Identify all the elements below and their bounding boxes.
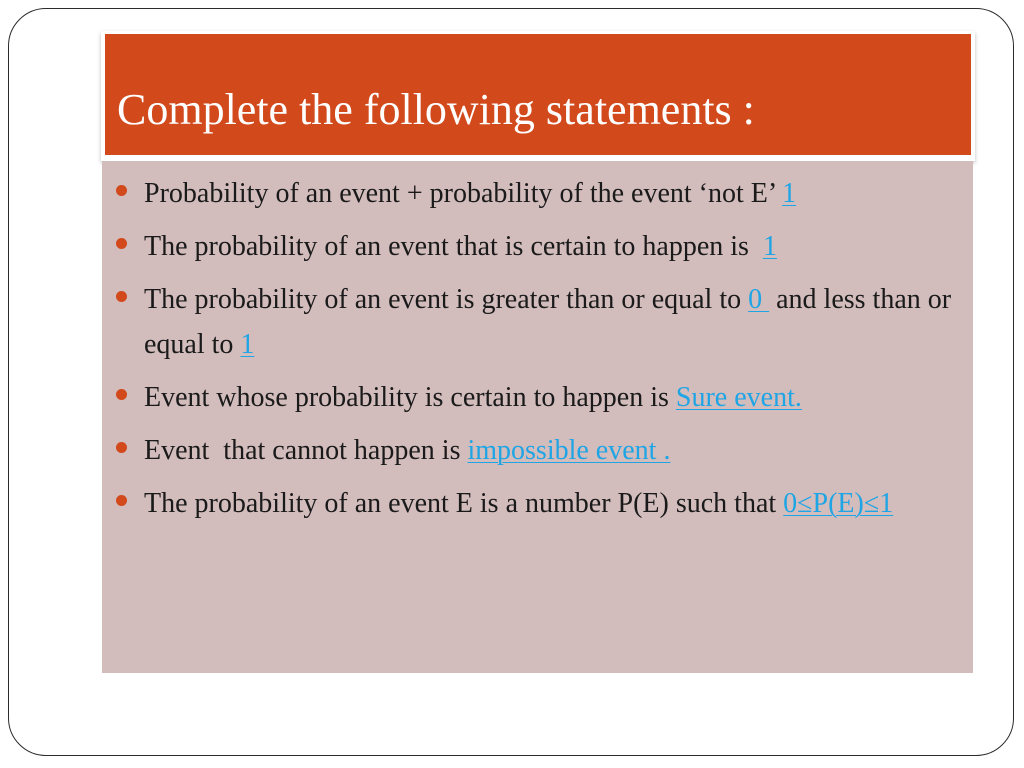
answer-link[interactable]: 1 [762,231,777,262]
answer-link[interactable]: 1 [240,329,255,360]
bullet-icon [116,291,127,302]
statement-text: Event whose probability is certain to happen is [144,382,676,413]
bullet-icon [116,238,127,249]
statement-list [102,171,973,534]
statement-text: The probability of an event is greater than or equal to [144,284,749,315]
bullet-icon [116,389,127,400]
statement-text: Event that cannot happen is [144,435,468,466]
answer-link[interactable]: 0 [748,284,770,315]
statement-text: The probability of an event E is a number P(E) such that [144,488,784,519]
statement-item [102,277,973,367]
answer-link[interactable]: 1 [782,178,797,209]
title-banner [105,34,971,155]
slide-title: Complete the following statements : [117,85,755,134]
statement-item [102,171,973,216]
content-panel [102,161,973,673]
bullet-icon [116,442,127,453]
statement-item [102,481,973,526]
statement-text: Probability of an event + probability of the event ‘not E’ [144,178,783,209]
bullet-icon [116,495,127,506]
answer-link[interactable]: impossible event . [467,435,671,466]
statement-item [102,428,973,473]
statement-item [102,224,973,269]
answer-link[interactable]: 0≤P(E)≤1 [783,488,894,519]
answer-link[interactable]: Sure event. [675,382,802,413]
statement-text-continued: and less than or equal to [144,284,952,360]
statement-item [102,375,973,420]
statement-text: The probability of an event that is certain to happen is [144,231,763,262]
bullet-icon [116,185,127,196]
title-box [101,31,975,161]
